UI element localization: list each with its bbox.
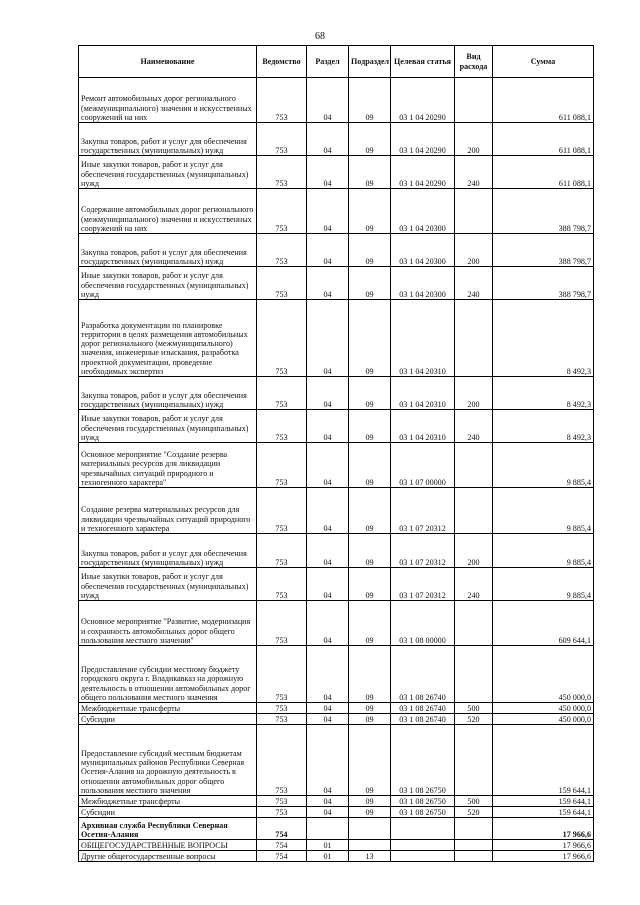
cell-section: 04 bbox=[307, 156, 349, 189]
cell-target: 03 1 08 26750 bbox=[391, 807, 455, 818]
cell-name: Межбюджетные трансферты bbox=[79, 703, 257, 714]
cell-exp-type: 500 bbox=[455, 796, 493, 807]
cell-dept: 753 bbox=[257, 714, 307, 725]
cell-exp-type: 200 bbox=[455, 123, 493, 156]
budget-table bbox=[78, 45, 594, 862]
cell-dept: 754 bbox=[257, 851, 307, 862]
table-row bbox=[79, 488, 594, 534]
cell-section: 04 bbox=[307, 796, 349, 807]
cell-dept: 753 bbox=[257, 601, 307, 646]
cell-section: 04 bbox=[307, 601, 349, 646]
cell-subsection: 09 bbox=[349, 488, 391, 534]
table-row bbox=[79, 377, 594, 410]
cell-name: Иные закупки товаров, работ и услуг для обеспечения государственных (муниципальных) нужд bbox=[79, 410, 257, 443]
cell-exp-type: 520 bbox=[455, 807, 493, 818]
header-subsection: Подраздел bbox=[349, 46, 391, 78]
page-number: 68 bbox=[315, 31, 325, 42]
cell-subsection bbox=[349, 818, 391, 840]
cell-dept: 753 bbox=[257, 189, 307, 234]
cell-section: 04 bbox=[307, 377, 349, 410]
cell-name: Иные закупки товаров, работ и услуг для обеспечения государственных (муниципальных) нужд bbox=[79, 568, 257, 601]
cell-dept: 754 bbox=[257, 840, 307, 851]
cell-target: 03 1 04 20300 bbox=[391, 267, 455, 300]
cell-subsection: 09 bbox=[349, 534, 391, 568]
cell-target: 03 1 08 26750 bbox=[391, 796, 455, 807]
cell-dept: 753 bbox=[257, 568, 307, 601]
cell-exp-type bbox=[455, 646, 493, 703]
cell-sum: 450 000,0 bbox=[493, 646, 594, 703]
cell-sum: 9 885,4 bbox=[493, 488, 594, 534]
cell-section: 01 bbox=[307, 851, 349, 862]
table-row bbox=[79, 300, 594, 377]
cell-subsection: 09 bbox=[349, 796, 391, 807]
cell-section: 04 bbox=[307, 443, 349, 488]
cell-sum: 9 885,4 bbox=[493, 443, 594, 488]
cell-name: Основное мероприятие "Развитие, модернизация и сохранность автомобильных дорог общего пользования местного значения" bbox=[79, 601, 257, 646]
cell-section: 04 bbox=[307, 568, 349, 601]
cell-section: 04 bbox=[307, 534, 349, 568]
cell-name: Основное мероприятие "Создание резерва материальных ресурсов для ликвидации чрезвычайных ситуаций природного и техногенного характера" bbox=[79, 443, 257, 488]
cell-exp-type: 240 bbox=[455, 568, 493, 601]
cell-name: ОБЩЕГОСУДАРСТВЕННЫЕ ВОПРОСЫ bbox=[79, 840, 257, 851]
cell-section: 04 bbox=[307, 807, 349, 818]
cell-name: Иные закупки товаров, работ и услуг для обеспечения государственных (муниципальных) нужд bbox=[79, 267, 257, 300]
table-row bbox=[79, 78, 594, 123]
table-row bbox=[79, 234, 594, 267]
cell-dept: 753 bbox=[257, 796, 307, 807]
cell-sum: 9 885,4 bbox=[493, 534, 594, 568]
cell-dept: 753 bbox=[257, 123, 307, 156]
table-row bbox=[79, 851, 594, 862]
header-dept: Ведомство bbox=[257, 46, 307, 78]
cell-section: 04 bbox=[307, 410, 349, 443]
cell-sum: 17 966,6 bbox=[493, 840, 594, 851]
cell-exp-type bbox=[455, 189, 493, 234]
cell-dept: 753 bbox=[257, 300, 307, 377]
cell-sum: 450 000,0 bbox=[493, 714, 594, 725]
cell-name: Разработка документации по планировке территории в целях размещения автомобильных дорог регионального (межмуниципального) значения, инженерные изыскания, разработка проектной документации, проведение необходимых экспертиз bbox=[79, 300, 257, 377]
table-row bbox=[79, 601, 594, 646]
cell-subsection: 09 bbox=[349, 123, 391, 156]
cell-exp-type: 520 bbox=[455, 714, 493, 725]
cell-sum: 17 966,6 bbox=[493, 818, 594, 840]
table-row bbox=[79, 267, 594, 300]
cell-sum: 611 088,1 bbox=[493, 78, 594, 123]
cell-name: Другие общегосударственные вопросы bbox=[79, 851, 257, 862]
cell-exp-type: 200 bbox=[455, 234, 493, 267]
cell-sum: 611 088,1 bbox=[493, 123, 594, 156]
cell-exp-type: 240 bbox=[455, 267, 493, 300]
cell-target: 03 1 07 20312 bbox=[391, 488, 455, 534]
cell-exp-type bbox=[455, 78, 493, 123]
cell-exp-type bbox=[455, 300, 493, 377]
table-row bbox=[79, 725, 594, 796]
cell-exp-type: 200 bbox=[455, 377, 493, 410]
cell-subsection: 09 bbox=[349, 377, 391, 410]
cell-sum: 8 492,3 bbox=[493, 410, 594, 443]
cell-name: Ремонт автомобильных дорог регионального (межмуниципального) значения и искусственных сооружений на них bbox=[79, 78, 257, 123]
cell-target: 03 1 04 20310 bbox=[391, 377, 455, 410]
cell-section: 04 bbox=[307, 189, 349, 234]
cell-sum: 450 000,0 bbox=[493, 703, 594, 714]
cell-exp-type: 200 bbox=[455, 534, 493, 568]
table-row bbox=[79, 818, 594, 840]
cell-name: Субсидии bbox=[79, 714, 257, 725]
cell-subsection: 09 bbox=[349, 807, 391, 818]
table-body bbox=[79, 78, 594, 862]
cell-section: 04 bbox=[307, 234, 349, 267]
cell-subsection: 09 bbox=[349, 267, 391, 300]
table-row bbox=[79, 568, 594, 601]
cell-section: 04 bbox=[307, 123, 349, 156]
cell-sum: 8 492,3 bbox=[493, 377, 594, 410]
cell-name: Иные закупки товаров, работ и услуг для обеспечения государственных (муниципальных) нужд bbox=[79, 156, 257, 189]
cell-sum: 388 798,7 bbox=[493, 189, 594, 234]
cell-dept: 753 bbox=[257, 725, 307, 796]
table-row bbox=[79, 123, 594, 156]
cell-dept: 753 bbox=[257, 488, 307, 534]
cell-name: Межбюджетные трансферты bbox=[79, 796, 257, 807]
cell-subsection: 09 bbox=[349, 703, 391, 714]
cell-target: 03 1 07 00000 bbox=[391, 443, 455, 488]
cell-dept: 753 bbox=[257, 267, 307, 300]
cell-sum: 388 798,7 bbox=[493, 267, 594, 300]
header-expense-type: Вид расхода bbox=[455, 46, 493, 78]
cell-subsection: 09 bbox=[349, 725, 391, 796]
cell-dept: 753 bbox=[257, 377, 307, 410]
cell-target bbox=[391, 818, 455, 840]
cell-dept: 753 bbox=[257, 807, 307, 818]
cell-target: 03 1 04 20290 bbox=[391, 123, 455, 156]
cell-sum: 609 644,1 bbox=[493, 601, 594, 646]
cell-target: 03 1 04 20290 bbox=[391, 78, 455, 123]
header-sum: Сумма bbox=[493, 46, 594, 78]
cell-section: 04 bbox=[307, 725, 349, 796]
cell-target: 03 1 04 20310 bbox=[391, 300, 455, 377]
cell-section: 01 bbox=[307, 840, 349, 851]
cell-dept: 753 bbox=[257, 78, 307, 123]
cell-subsection: 09 bbox=[349, 646, 391, 703]
cell-exp-type bbox=[455, 851, 493, 862]
cell-subsection: 09 bbox=[349, 300, 391, 377]
cell-name: Архивная служба Республики Северная Осетия-Алания bbox=[79, 818, 257, 840]
cell-target bbox=[391, 851, 455, 862]
cell-subsection bbox=[349, 840, 391, 851]
cell-subsection: 09 bbox=[349, 234, 391, 267]
table-row bbox=[79, 189, 594, 234]
cell-target: 03 1 08 26740 bbox=[391, 703, 455, 714]
cell-name: Предоставление субсидии местному бюджету городского округа г. Владикавказ на дорожную деятельность в отношении автомобильных дорог общего пользования местного значения bbox=[79, 646, 257, 703]
table-row bbox=[79, 807, 594, 818]
cell-exp-type bbox=[455, 725, 493, 796]
cell-sum: 159 644,1 bbox=[493, 807, 594, 818]
cell-dept: 753 bbox=[257, 410, 307, 443]
table-row bbox=[79, 796, 594, 807]
cell-subsection: 09 bbox=[349, 189, 391, 234]
cell-subsection: 09 bbox=[349, 410, 391, 443]
cell-name: Закупка товаров, работ и услуг для обеспечения государственных (муниципальных) нужд bbox=[79, 234, 257, 267]
cell-target bbox=[391, 840, 455, 851]
cell-section bbox=[307, 818, 349, 840]
cell-section: 04 bbox=[307, 267, 349, 300]
cell-subsection: 13 bbox=[349, 851, 391, 862]
cell-sum: 611 088,1 bbox=[493, 156, 594, 189]
table-row bbox=[79, 703, 594, 714]
cell-subsection: 09 bbox=[349, 78, 391, 123]
cell-section: 04 bbox=[307, 714, 349, 725]
header-section: Раздел bbox=[307, 46, 349, 78]
cell-subsection: 09 bbox=[349, 443, 391, 488]
cell-name: Закупка товаров, работ и услуг для обеспечения государственных (муниципальных) нужд bbox=[79, 123, 257, 156]
cell-exp-type bbox=[455, 488, 493, 534]
table-row bbox=[79, 840, 594, 851]
cell-name: Предоставление субсидий местным бюджетам муниципальных районов Республики Северная Осетия-Алания на дорожную деятельность в отношении автомобильных дорог общего пользования местного значения bbox=[79, 725, 257, 796]
cell-exp-type bbox=[455, 840, 493, 851]
cell-exp-type bbox=[455, 818, 493, 840]
header-name: Наименование bbox=[79, 46, 257, 78]
cell-section: 04 bbox=[307, 703, 349, 714]
cell-exp-type: 500 bbox=[455, 703, 493, 714]
cell-subsection: 09 bbox=[349, 568, 391, 601]
table-row bbox=[79, 646, 594, 703]
cell-section: 04 bbox=[307, 488, 349, 534]
cell-target: 03 1 04 20300 bbox=[391, 234, 455, 267]
cell-name: Закупка товаров, работ и услуг для обеспечения государственных (муниципальных) нужд bbox=[79, 377, 257, 410]
cell-target: 03 1 04 20290 bbox=[391, 156, 455, 189]
table-row bbox=[79, 443, 594, 488]
cell-dept: 754 bbox=[257, 818, 307, 840]
cell-target: 03 1 07 20312 bbox=[391, 534, 455, 568]
table-row bbox=[79, 534, 594, 568]
table-row bbox=[79, 156, 594, 189]
cell-target: 03 1 04 20300 bbox=[391, 189, 455, 234]
cell-exp-type bbox=[455, 601, 493, 646]
cell-exp-type: 240 bbox=[455, 156, 493, 189]
cell-name: Содержание автомобильных дорог регионального (межмуниципального) значения и искусственных сооружений на них bbox=[79, 189, 257, 234]
cell-section: 04 bbox=[307, 646, 349, 703]
cell-dept: 753 bbox=[257, 443, 307, 488]
cell-sum: 159 644,1 bbox=[493, 796, 594, 807]
cell-sum: 159 644,1 bbox=[493, 725, 594, 796]
table-row bbox=[79, 714, 594, 725]
cell-target: 03 1 04 20310 bbox=[391, 410, 455, 443]
cell-sum: 9 885,4 bbox=[493, 568, 594, 601]
cell-dept: 753 bbox=[257, 646, 307, 703]
cell-name: Закупка товаров, работ и услуг для обеспечения государственных (муниципальных) нужд bbox=[79, 534, 257, 568]
cell-target: 03 1 08 26740 bbox=[391, 714, 455, 725]
cell-sum: 17 966,6 bbox=[493, 851, 594, 862]
cell-subsection: 09 bbox=[349, 601, 391, 646]
cell-sum: 388 798,7 bbox=[493, 234, 594, 267]
cell-section: 04 bbox=[307, 300, 349, 377]
cell-sum: 8 492,3 bbox=[493, 300, 594, 377]
cell-section: 04 bbox=[307, 78, 349, 123]
cell-subsection: 09 bbox=[349, 714, 391, 725]
cell-target: 03 1 08 00000 bbox=[391, 601, 455, 646]
cell-target: 03 1 08 26740 bbox=[391, 646, 455, 703]
header-target: Целевая статья bbox=[391, 46, 455, 78]
cell-target: 03 1 07 20312 bbox=[391, 568, 455, 601]
cell-dept: 753 bbox=[257, 156, 307, 189]
table-header-row bbox=[79, 46, 594, 78]
cell-subsection: 09 bbox=[349, 156, 391, 189]
table-row bbox=[79, 410, 594, 443]
cell-exp-type bbox=[455, 443, 493, 488]
cell-name: Субсидии bbox=[79, 807, 257, 818]
cell-name: Создание резерва материальных ресурсов для ликвидации чрезвычайных ситуаций природного и техногенного характера bbox=[79, 488, 257, 534]
cell-exp-type: 240 bbox=[455, 410, 493, 443]
cell-target: 03 1 08 26750 bbox=[391, 725, 455, 796]
cell-dept: 753 bbox=[257, 703, 307, 714]
cell-dept: 753 bbox=[257, 534, 307, 568]
cell-dept: 753 bbox=[257, 234, 307, 267]
